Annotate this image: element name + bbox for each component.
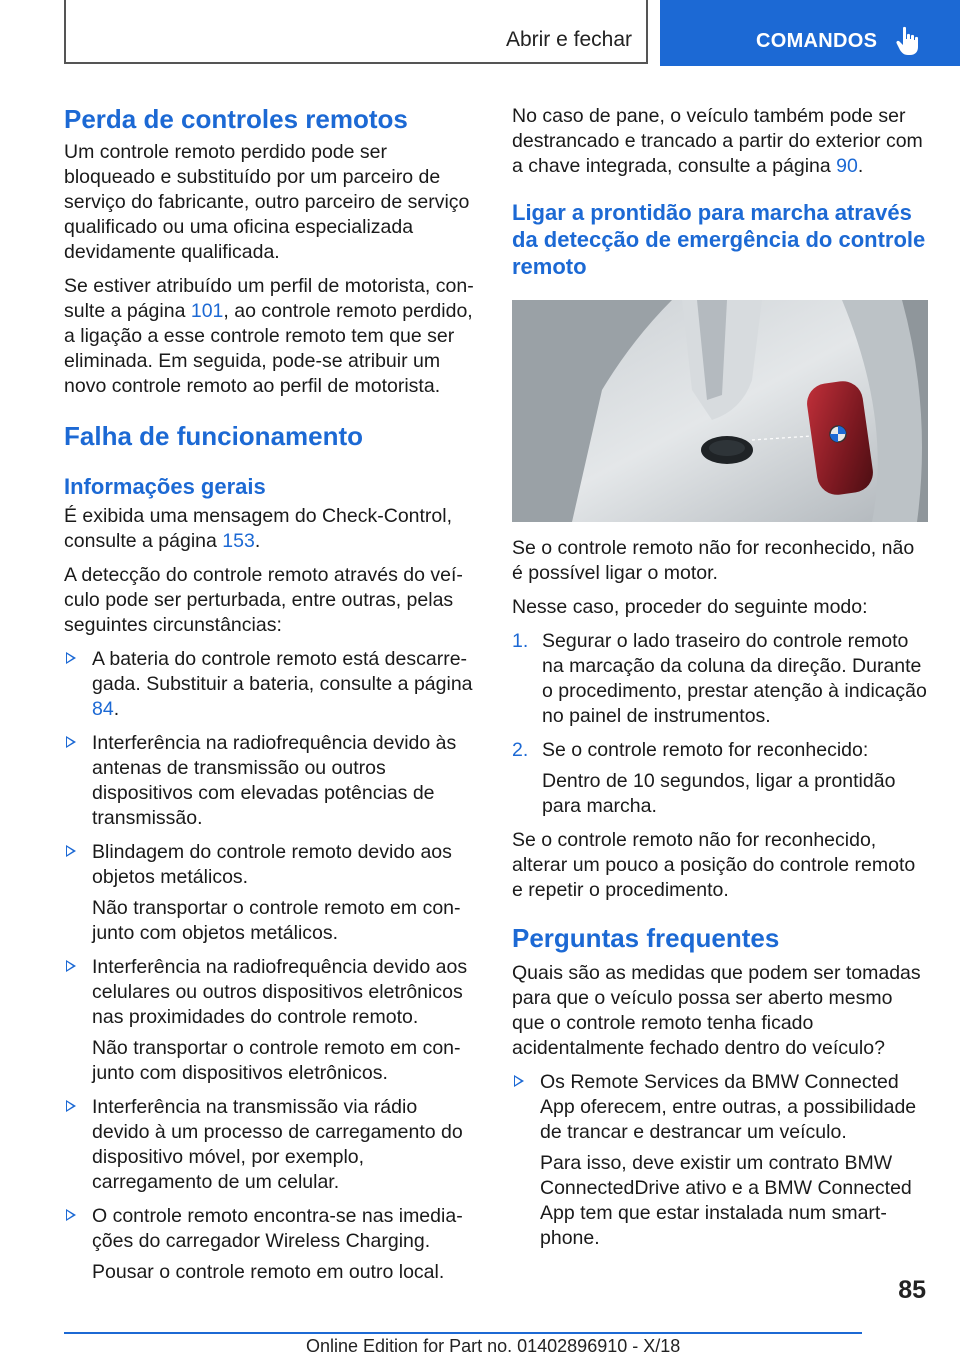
paragraph-not-recognized: Se o controle remoto não for reconhecido, não é possível ligar o motor. (512, 537, 915, 584)
list-item: Interferência na radiofrequência devido às antenas de transmissão ou outros dispositivos com elevadas potências de transmissão. (64, 731, 480, 831)
heading-lost-remote: Perda de controles remotos (64, 104, 408, 134)
step-number: 1. (512, 630, 529, 652)
page-link-84[interactable]: 84 (92, 698, 114, 720)
paragraph-faq-question: Quais são as medidas que podem ser tomadas para que o veículo possa ser aberto mesmo que o controle remoto tenha ficado acidentalmente fechado dentro do veículo? (512, 962, 921, 1059)
faq-list (512, 1070, 928, 1251)
list-item: A bateria do controle remoto está descarregada. Substituir a bateria, consulte a página 84. (64, 647, 480, 722)
footer-edition: Online Edition for Part no. 01402896910 - X/18 (306, 1336, 681, 1356)
footer-divider (64, 1332, 862, 1334)
right-column (512, 104, 928, 1260)
heading-malfunction: Falha de funcionamento (64, 421, 364, 451)
paragraph-integrated-key: No caso de pane, o veículo também pode ser destrancado e trancado a partir do exterior com a chave integrada, consulte a página 90. (512, 105, 923, 177)
triangle-bullet-icon (66, 1100, 76, 1112)
page-link-153[interactable]: 153 (222, 530, 255, 552)
list-item-note: Para isso, deve existir um contrato BMW ConnectedDrive ativo e a BMW Connected App tem que estar instalada num smartphone. (540, 1152, 912, 1249)
list-item: O controle remoto encontra-se nas imediações do carregador Wireless Charging. Pousar o controle remoto em outro local. (64, 1204, 480, 1285)
chapter-tab[interactable] (660, 0, 960, 66)
paragraph-proceed: Nesse caso, proceder do seguinte modo: (512, 596, 868, 618)
heading-emergency-detection: Ligar a prontidão para marcha através da detecção de emergência do controle remoto (512, 200, 926, 279)
page-number: 85 (898, 1276, 926, 1304)
header-section-box (64, 0, 648, 64)
triangle-bullet-icon (66, 845, 76, 857)
left-column (64, 104, 480, 1294)
heading-faq: Perguntas frequentes (512, 923, 780, 953)
list-item: Interferência na radiofrequência devido aos celulares ou outros dispositivos eletrônicos nas proximidades do controle remoto. Não transportar o controle remoto em conjunto com dispositivos eletrônicos. (64, 955, 480, 1086)
paragraph-retry: Se o controle remoto não for reconhecido, alterar um pouco a posição do controle remoto e repetir o procedimento. (512, 829, 916, 901)
procedure-steps (512, 629, 928, 819)
circumstances-list (64, 647, 480, 1285)
triangle-bullet-icon (514, 1075, 524, 1087)
paragraph-detection: A detecção do controle remoto através do veículo pode ser perturbada, entre outras, pelas seguintes circunstâncias: (64, 564, 463, 636)
triangle-bullet-icon (66, 652, 76, 664)
list-item: 2. Se o controle remoto for reconhecido: Dentro de 10 segundos, ligar a prontidão para marcha. (512, 738, 928, 819)
list-item: Interferência na transmissão via rádio devido à um processo de carregamento do dispositivo móvel, por exemplo, carregamento de um celular. (64, 1095, 480, 1195)
section-title: Abrir e fechar (505, 28, 632, 51)
list-item-note: Não transportar o controle remoto em conjunto com objetos metálicos. (92, 897, 461, 944)
paragraph-driver-profile: Se estiver atribuído um perfil de motorista, consulte a página 101, ao controle remoto perdido, a ligação a esse controle remoto tem que ser eliminada. Em seguida, pode-se atribuir um novo controle remoto ao perfil de motorista. (64, 275, 474, 397)
step-number: 2. (512, 739, 529, 761)
steering-column-illustration (512, 300, 928, 522)
heading-general-info: Informações gerais (64, 474, 266, 499)
list-item: Blindagem do controle remoto devido aos objetos metálicos. Não transportar o controle remoto em conjunto com objetos metálicos. (64, 840, 480, 946)
page-link-90[interactable]: 90 (836, 155, 858, 177)
hand-pointer-icon (896, 26, 922, 56)
chapter-title: COMANDOS (756, 30, 878, 52)
paragraph-lost-remote: Um controle remoto perdido pode ser bloqueado e substituído por um parceiro de serviço do fabricante, outro parceiro de serviço qualificado ou uma oficina especializada devidamente qualificada. (64, 141, 470, 263)
list-item-note: Pousar o controle remoto em outro local. (92, 1261, 445, 1283)
triangle-bullet-icon (66, 960, 76, 972)
page-link-101[interactable]: 101 (190, 300, 224, 322)
list-item: Os Remote Services da BMW Connected App oferecem, entre outras, a possibilidade de trancar e destrancar um veículo. Para isso, deve existir um contrato BMW ConnectedDrive ativo e a BMW Connected App tem que estar instalada num smartphone. (512, 1070, 928, 1251)
triangle-bullet-icon (66, 1209, 76, 1221)
list-item-note: Dentro de 10 segundos, ligar a prontidão para marcha. (542, 770, 896, 817)
list-item: 1. Segurar o lado traseiro do controle remoto na marcação da coluna da direção. Durante o procedimento, prestar atenção à indicação no painel de instrumentos. (512, 630, 927, 727)
list-item-note: Não transportar o controle remoto em conjunto com dispositivos eletrônicos. (92, 1037, 461, 1084)
paragraph-check-control: É exibida uma mensagem do Check-Control, consulte a página 153. (64, 505, 453, 552)
triangle-bullet-icon (66, 736, 76, 748)
